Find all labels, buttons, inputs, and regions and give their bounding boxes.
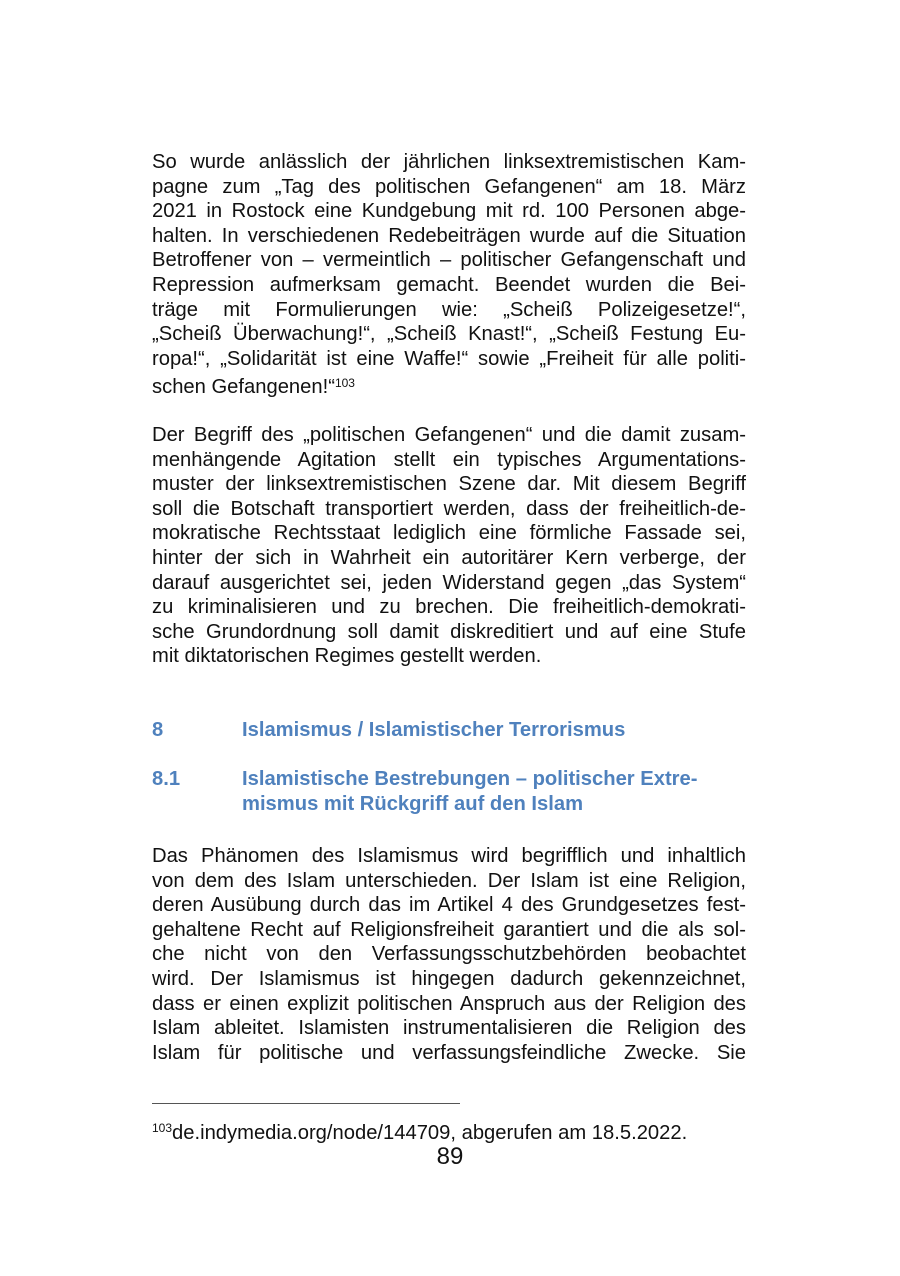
paragraph-line: Islam ableitet. Islamisten instrumentalisieren die Religion des [152, 1017, 746, 1040]
paragraph-line: deren Ausübung durch das im Artikel 4 des Grundgesetzes fest- [152, 894, 746, 917]
section-number: 8 [152, 719, 164, 741]
paragraph-line: Islam für politische und verfassungsfeindliche Zwecke. Sie [152, 1041, 746, 1064]
section-number: 8.1 [152, 768, 181, 790]
section-heading-8-1 [152, 767, 746, 817]
paragraph-line: dass er einen explizit politischen Anspruch aus der Religion des [152, 992, 746, 1015]
paragraph-line: muster der linksextremistischen Szene dar. Mit diesem Begriff [152, 473, 746, 496]
paragraph-line: wird. Der Islamismus ist hingegen dadurch gekennzeichnet, [152, 967, 746, 990]
paragraph-line: gehaltene Recht auf Religionsfreiheit garantiert und die als sol- [152, 918, 746, 941]
paragraph-line: menhängende Agitation stellt ein typisches Argumentations- [152, 448, 746, 471]
paragraph-line: von dem des Islam unterschieden. Der Islam ist eine Religion, [152, 869, 746, 892]
paragraph-line: ropa!“, „Solidarität ist eine Waffe!“ sowie „Freiheit für alle politi- [152, 347, 746, 370]
footnote-reference[interactable]: 103 [334, 376, 355, 391]
paragraph-line-last [152, 371, 746, 399]
paragraph-line-text: schen Gefangenen!“ [152, 376, 335, 399]
paragraph-3 [152, 844, 746, 1065]
paragraph-line: So wurde anlässlich der jährlichen linksextremistischen Kam- [152, 151, 746, 173]
footnote [152, 1116, 687, 1145]
paragraph-line: darauf ausgerichtet sei, jeden Widerstand gegen „das System“ [152, 571, 746, 594]
footnote-separator [152, 1103, 460, 1104]
paragraph-line: soll die Botschaft transportiert werden, dass der freiheitlich-de- [152, 497, 746, 520]
paragraph-2 [152, 423, 746, 669]
page-number: 89 [436, 1143, 464, 1170]
paragraph-line: pagne zum „Tag des politischen Gefangenen“ am 18. März [152, 175, 746, 198]
paragraph-line: zu kriminalisieren und zu brechen. Die freiheitlich-demokrati- [152, 596, 746, 619]
paragraph-line: Repression aufmerksam gemacht. Beendet wurden die Bei- [152, 273, 746, 296]
paragraph-line: Das Phänomen des Islamismus wird begrifflich und inhaltlich [152, 845, 746, 867]
paragraph-line: halten. In verschiedenen Redebeiträgen wurde auf die Situation [152, 224, 746, 247]
section-title-line: Islamismus / Islamistischer Terrorismus [242, 719, 626, 741]
paragraph-line: „Scheiß Überwachung!“, „Scheiß Knast!“, „Scheiß Festung Eu- [152, 323, 746, 346]
paragraph-line: sche Grundordnung soll damit diskreditiert und auf eine Stufe [152, 620, 746, 643]
section-title [242, 718, 625, 743]
paragraph-line: hinter der sich in Wahrheit ein autoritärer Kern verberge, der [152, 546, 746, 569]
section-title-line: Islamistische Bestrebungen – politischer Extre- [242, 768, 698, 790]
paragraph-line: Der Begriff des „politischen Gefangenen“ und die damit zusam- [152, 424, 746, 446]
footnote-mark: 103 [152, 1121, 173, 1135]
paragraph-line: Betroffener von – vermeintlich – politischer Gefangenschaft und [152, 249, 746, 272]
section-title [242, 767, 698, 816]
section-title-line: mismus mit Rückgriff auf den Islam [242, 792, 584, 815]
paragraph-line: träge mit Formulierungen wie: „Scheiß Polizeigesetze!“, [152, 298, 746, 321]
footnote-text: de.indymedia.org/node/144709, abgerufen am 18.5.2022. [172, 1122, 688, 1144]
paragraph-line: mit diktatorischen Regimes gestellt werden. [152, 645, 542, 668]
paragraph-line: che nicht von den Verfassungsschutzbehörden beobachtet [152, 943, 746, 966]
paragraph-line: mokratische Rechtsstaat lediglich eine förmliche Fassade sei, [152, 522, 746, 545]
section-heading-8 [152, 718, 746, 743]
paragraph-1 [152, 150, 746, 399]
paragraph-line: 2021 in Rostock eine Kundgebung mit rd. 100 Personen abge- [152, 200, 746, 223]
